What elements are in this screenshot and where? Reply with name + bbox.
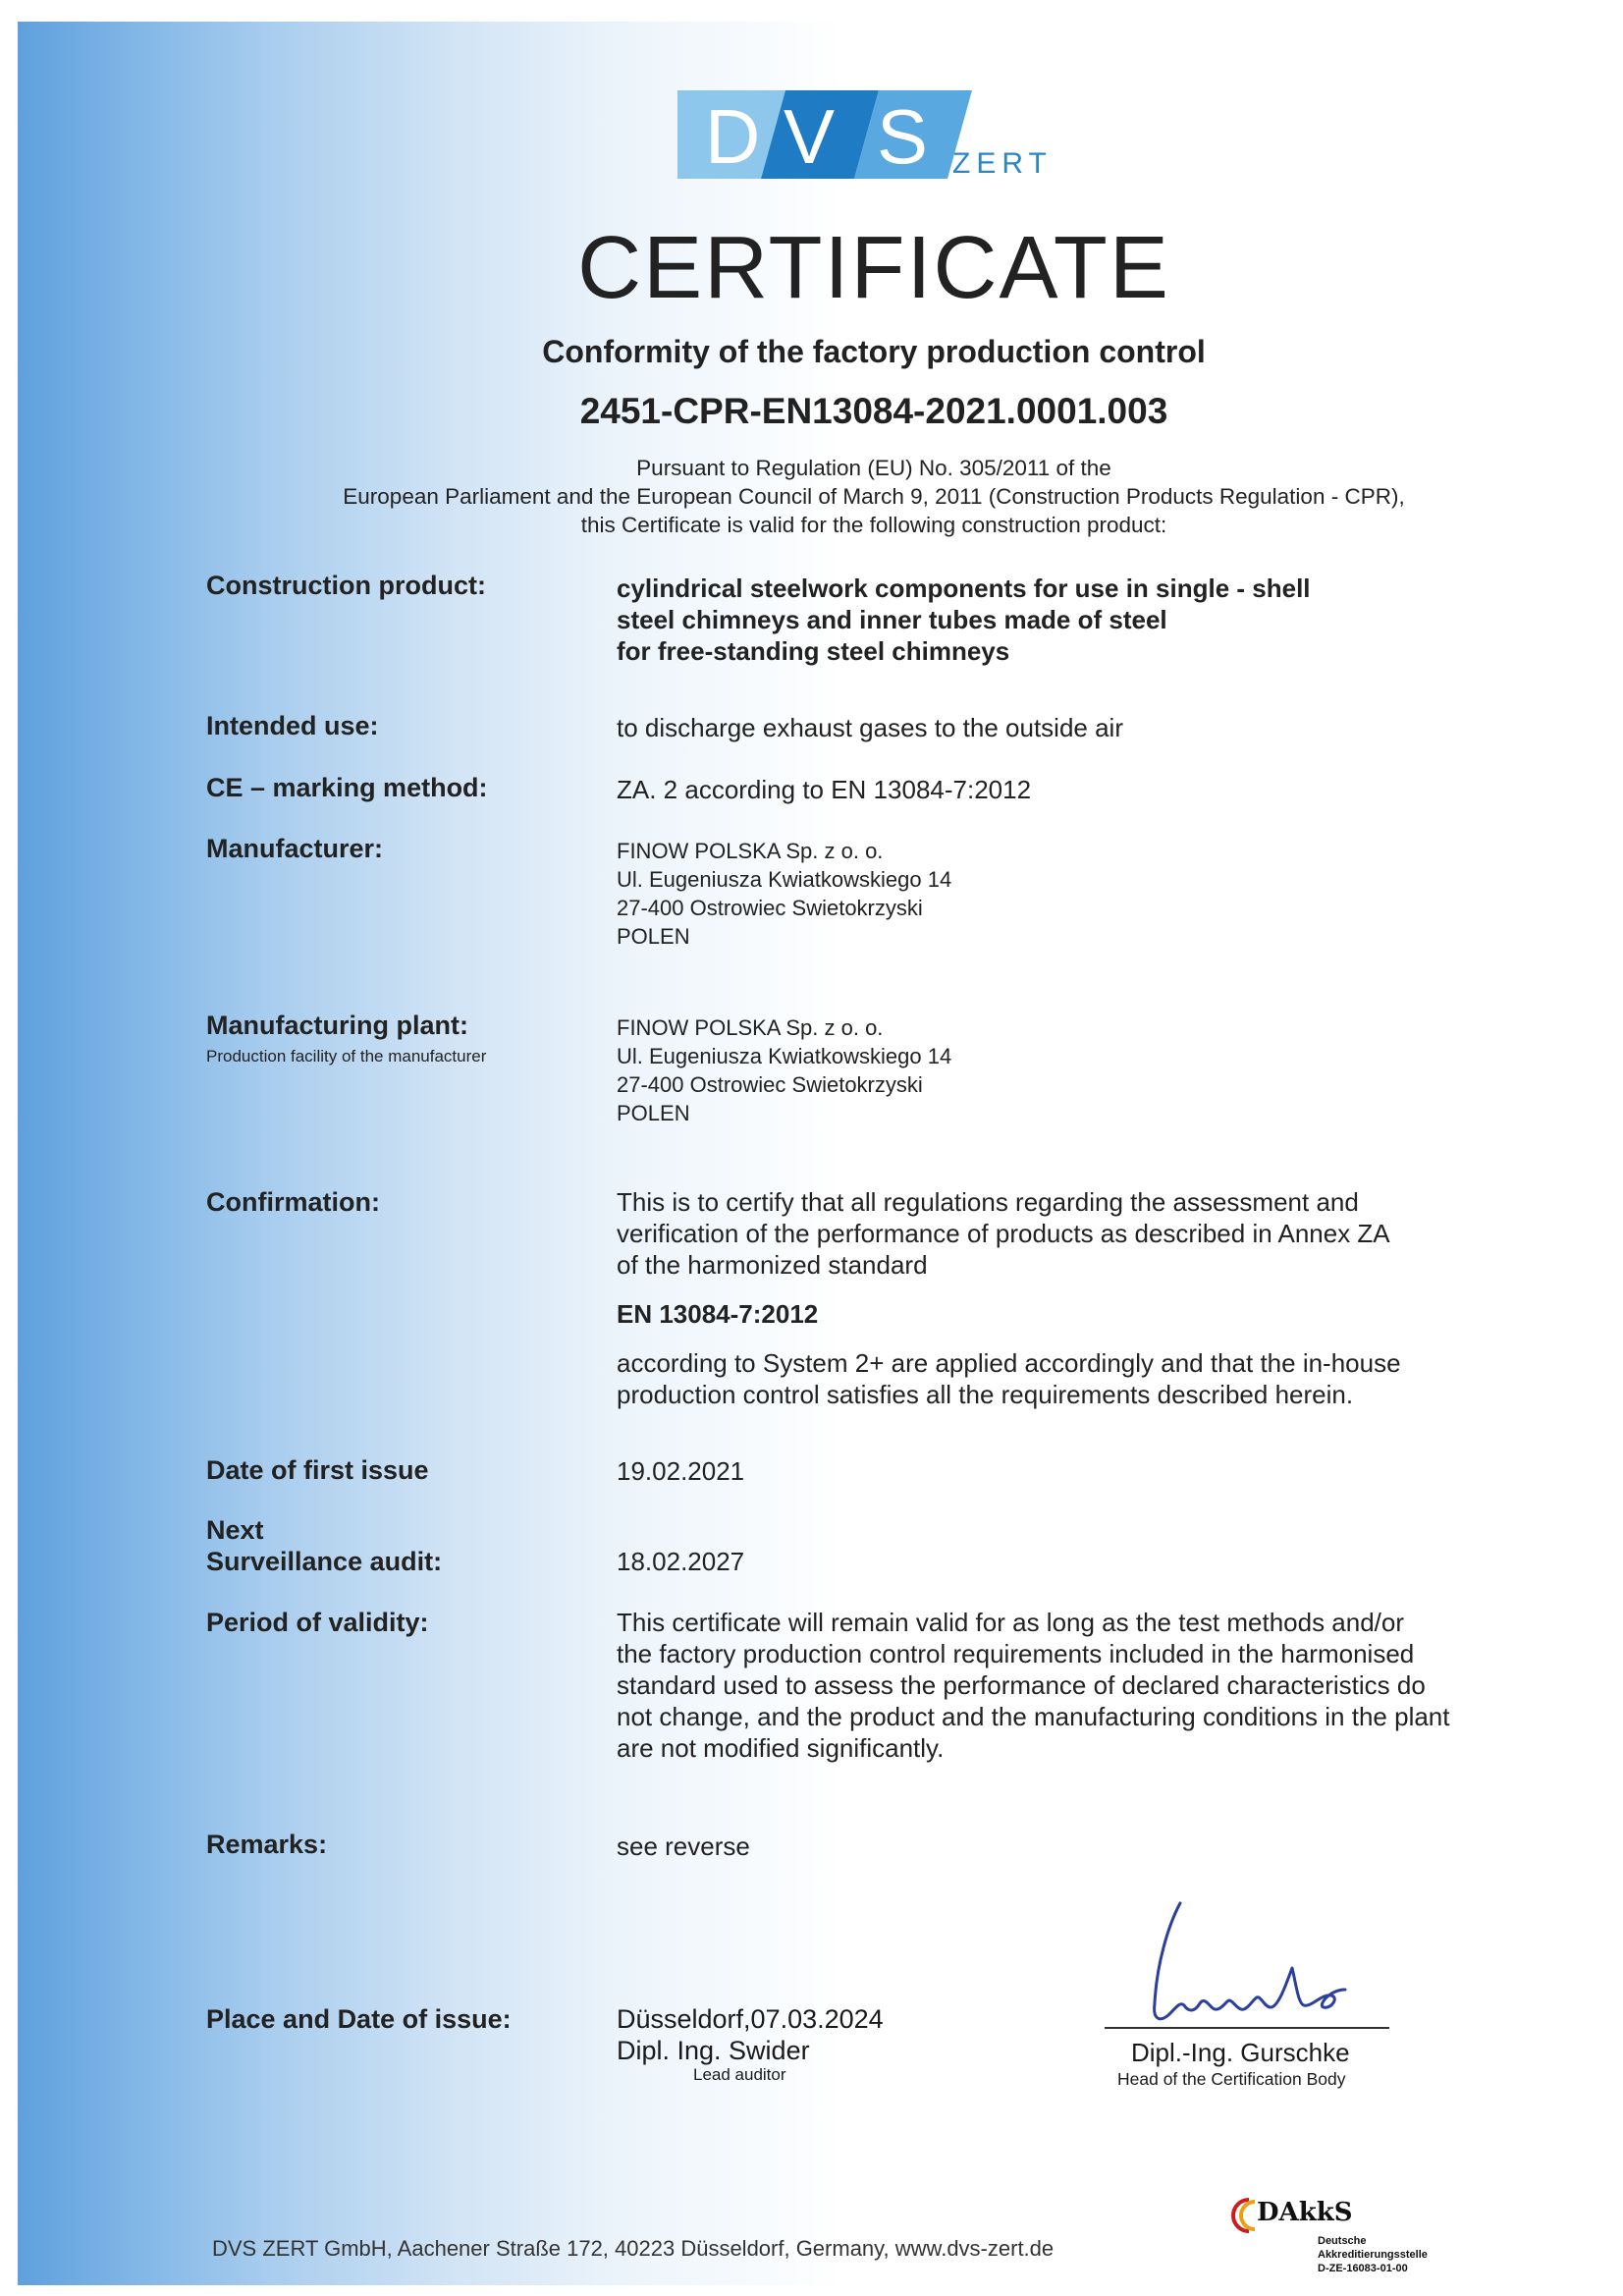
validity-line: standard used to assess the performance of declared characteristics do	[617, 1670, 1426, 1700]
pursuant-text	[0, 454, 1623, 539]
place-date-block	[617, 2003, 884, 2066]
confirmation-line: according to System 2+ are applied accordingly and that the in-house	[617, 1348, 1401, 1378]
address-line: POLEN	[617, 1101, 690, 1125]
value-line: steel chimneys and inner tubes made of steel	[617, 605, 1167, 634]
place-date-value: Düsseldorf,07.03.2024	[617, 2004, 884, 2034]
dakks-line: Akkreditierungsstelle	[1318, 2249, 1428, 2261]
next-audit-value: 18.02.2027	[617, 1547, 745, 1576]
lead-auditor-role: Lead auditor	[693, 2065, 786, 2084]
validity-line: This certificate will remain valid for as long as the test methods and/or	[617, 1608, 1405, 1637]
address-line: FINOW POLSKA Sp. z o. o.	[617, 1015, 884, 1040]
page-title: CERTIFICATE	[577, 219, 1170, 317]
certification-head-name: Dipl.-Ing. Gurschke	[1131, 2038, 1350, 2067]
value-line: for free-standing steel chimneys	[617, 636, 1010, 666]
address-line: 27-400 Ostrowiec Swietokrzyski	[617, 1072, 923, 1097]
dakks-name: DAkkS	[1257, 2198, 1353, 2227]
remarks-label: Remarks:	[206, 1830, 328, 1859]
confirmation-line: verification of the performance of products as described in Annex ZA	[617, 1219, 1390, 1248]
intended-use-label: Intended use:	[206, 711, 379, 740]
validity-label: Period of validity:	[206, 1608, 429, 1637]
handwritten-signature	[1129, 1895, 1394, 2033]
dakks-line: Deutsche	[1318, 2235, 1367, 2247]
address-line: Ul. Eugeniusza Kwiatkowskiego 14	[617, 867, 952, 892]
confirmation-line: of the harmonized standard	[617, 1250, 928, 1280]
confirmation-standard: EN 13084-7:2012	[617, 1299, 819, 1329]
svg-text:S: S	[877, 93, 929, 180]
signature-line	[1105, 2027, 1389, 2029]
remarks-value: see reverse	[617, 1831, 750, 1861]
pursuant-line: European Parliament and the European Council of March 9, 2011 (Construction Products Regulation - CPR),	[343, 484, 1405, 509]
confirmation-text-2	[617, 1347, 1401, 1410]
construction-product-value	[617, 573, 1311, 667]
footer-address: DVS ZERT GmbH, Aachener Straße 172, 40223 Düsseldorf, Germany, www.dvs-zert.de	[212, 2236, 1055, 2261]
label-line: Surveillance audit:	[206, 1547, 443, 1576]
dakks-arc-icon	[1225, 2196, 1259, 2235]
first-issue-label: Date of first issue	[206, 1455, 429, 1485]
intended-use-value: to discharge exhaust gases to the outside air	[617, 713, 1123, 742]
address-line: Ul. Eugeniusza Kwiatkowskiego 14	[617, 1044, 952, 1068]
first-issue-value: 19.02.2021	[617, 1456, 745, 1486]
dakks-accreditation-number: D-ZE-16083-01-00	[1318, 2263, 1408, 2274]
validity-line: not change, and the product and the manufacturing conditions in the plant	[617, 1702, 1450, 1731]
certification-head-role: Head of the Certification Body	[1117, 2069, 1346, 2089]
lead-auditor-name: Dipl. Ing. Swider	[617, 2036, 810, 2065]
confirmation-line: This is to certify that all regulations regarding the assessment and	[617, 1187, 1359, 1217]
validity-text	[617, 1607, 1450, 1764]
page-subtitle: Conformity of the factory production control	[542, 334, 1206, 369]
manufacturing-plant-address	[617, 1013, 951, 1127]
next-audit-label	[206, 1514, 442, 1577]
address-line: FINOW POLSKA Sp. z o. o.	[617, 839, 884, 863]
address-line: 27-400 Ostrowiec Swietokrzyski	[617, 896, 923, 920]
label-line: Next	[206, 1515, 264, 1545]
dakks-badge	[1225, 2196, 1471, 2284]
manufacturing-plant-label: Manufacturing plant:	[206, 1011, 468, 1040]
confirmation-label: Confirmation:	[206, 1187, 380, 1217]
confirmation-text	[617, 1186, 1390, 1281]
svg-text:V: V	[784, 93, 836, 180]
address-line: POLEN	[617, 924, 690, 949]
pursuant-line: this Certificate is valid for the following construction product:	[580, 513, 1167, 537]
manufacturer-label: Manufacturer:	[206, 834, 384, 863]
confirmation-line: production control satisfies all the requirements described herein.	[617, 1380, 1354, 1409]
construction-product-label: Construction product:	[206, 571, 486, 600]
pursuant-line: Pursuant to Regulation (EU) No. 305/2011 of the	[636, 456, 1111, 480]
manufacturing-plant-sublabel: Production facility of the manufacturer	[206, 1047, 487, 1066]
ce-marking-value: ZA. 2 according to EN 13084-7:2012	[617, 775, 1032, 804]
ce-marking-label: CE – marking method:	[206, 773, 488, 802]
place-date-label: Place and Date of issue:	[206, 2004, 512, 2034]
value-line: cylindrical steelwork components for use in single - shell	[617, 574, 1311, 603]
svg-text:D: D	[705, 93, 761, 180]
certificate-number: 2451-CPR-EN13084-2021.0001.003	[579, 391, 1168, 431]
manufacturer-address	[617, 837, 951, 951]
validity-line: the factory production control requirements included in the harmonised	[617, 1639, 1415, 1668]
validity-line: are not modified significantly.	[617, 1733, 945, 1763]
logo-suffix: ZERT	[952, 147, 1053, 180]
